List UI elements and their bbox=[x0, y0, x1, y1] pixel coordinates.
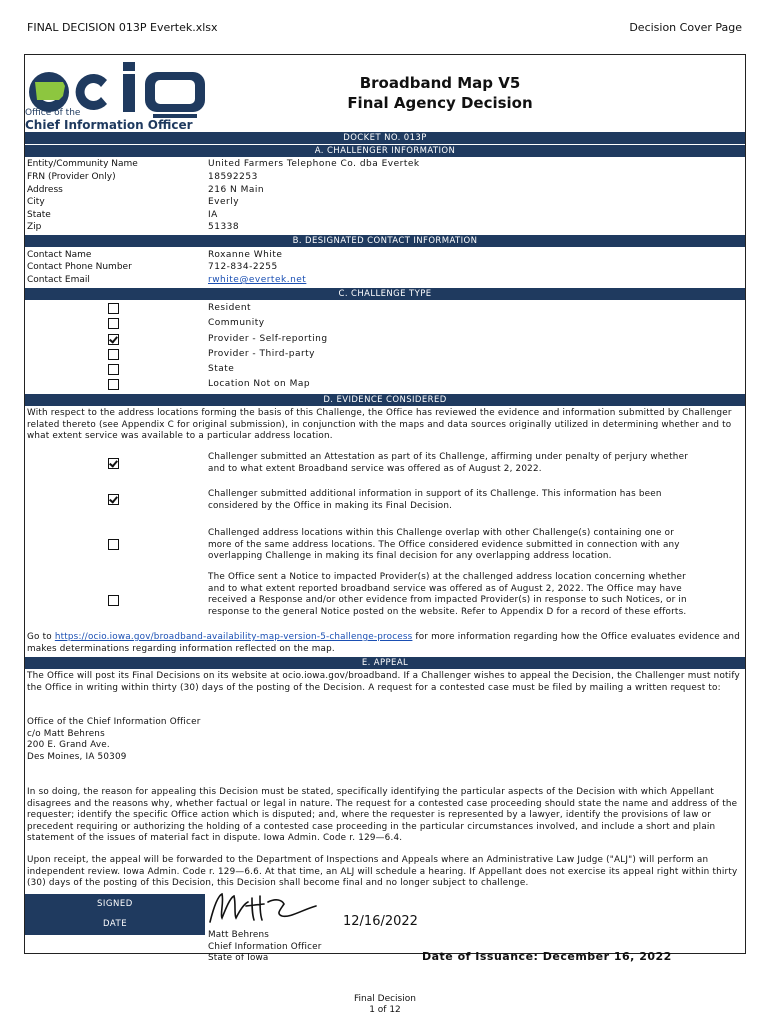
checkbox-location-not-on-map[interactable] bbox=[108, 379, 119, 390]
challenge-process-link[interactable]: https://ocio.iowa.gov/broadband-availability-map-version-5-challenge-process bbox=[54, 632, 413, 642]
checkbox-provider-self[interactable] bbox=[108, 334, 119, 345]
label-contact-phone: Contact Phone Number bbox=[27, 262, 132, 272]
file-name-header: FINAL DECISION 013P Evertek.xlsx bbox=[27, 21, 218, 34]
signer-info bbox=[208, 930, 408, 965]
section-e-header: E. APPEAL bbox=[25, 657, 745, 669]
docket-band: DOCKET NO. 013P bbox=[25, 132, 745, 144]
section-a-header: A. CHALLENGER INFORMATION bbox=[25, 145, 745, 157]
evidence-goto bbox=[27, 632, 743, 655]
footer-title: Final Decision bbox=[354, 994, 416, 1004]
logo-org-name: Chief Information Officer bbox=[25, 118, 193, 132]
value-frn: 18592253 bbox=[208, 172, 258, 182]
appeal-intro: The Office will post its Final Decisions on its website at ocio.iowa.gov/broadband. If a Challenger wishes to appeal the Decision, the Challenger must notify the Office in writing within thirty (30) days of the posting of the Decision. A request for a contested case must be filed by mailing a written request to: bbox=[27, 671, 740, 693]
value-city: Everly bbox=[208, 197, 240, 207]
challenge-type-provider-third: Provider - Third-party bbox=[208, 349, 316, 359]
checkbox-evidence-overlap[interactable] bbox=[108, 539, 119, 550]
goto-suffix: for more information regarding how the Office evaluates evidence and makes determinations regarding information reflected on the map. bbox=[27, 632, 740, 654]
checkbox-community[interactable] bbox=[108, 318, 119, 329]
address-line-4: Des Moines, IA 50309 bbox=[27, 751, 127, 762]
challenge-type-location-not-on-map: Location Not on Map bbox=[208, 379, 311, 389]
signature-image bbox=[206, 888, 326, 928]
signer-name: Matt Behrens bbox=[208, 930, 270, 940]
ocio-logo bbox=[25, 60, 210, 132]
signer-state: State of Iowa bbox=[208, 953, 269, 964]
signer-role: Chief Information Officer bbox=[208, 941, 322, 952]
checkbox-evidence-additional[interactable] bbox=[108, 494, 119, 505]
challenge-type-resident: Resident bbox=[208, 303, 252, 313]
appeal-review: Upon receipt, the appeal will be forwarded to the Department of Inspections and Appeals where an Administrative Law Judge ("ALJ") will perform an independent review. Iowa Admin. Code r. 129—6.6. At that time, an ALJ will schedule a hearing. If Appellant does not exercise its appeal right within thirty (30) days of the posting of this Decision, this Decision shall become final and no longer subject to challenge. bbox=[27, 855, 738, 889]
checkbox-resident[interactable] bbox=[108, 303, 119, 314]
evidence-additional: Challenger submitted additional information in support of its Challenge. This information has been considered by the Office in making its Final Decision. bbox=[208, 489, 662, 511]
section-c-header: C. CHALLENGE TYPE bbox=[25, 288, 745, 300]
label-frn: FRN (Provider Only) bbox=[27, 172, 116, 182]
address-line-3: 200 E. Grand Ave. bbox=[27, 740, 110, 751]
label-address: Address bbox=[27, 185, 63, 195]
date-label: DATE bbox=[25, 914, 205, 935]
signature-date: 12/16/2022 bbox=[343, 914, 418, 929]
label-zip: Zip bbox=[27, 222, 42, 232]
issuance-date: Date of Issuance: December 16, 2022 bbox=[422, 950, 672, 963]
address-line-2: c/o Matt Behrens bbox=[27, 728, 105, 739]
checkbox-evidence-attestation[interactable] bbox=[108, 458, 119, 469]
checkbox-evidence-notice[interactable] bbox=[108, 595, 119, 606]
doc-title-line1: Broadband Map V5 bbox=[359, 74, 521, 92]
challenge-type-state: State bbox=[208, 364, 235, 374]
evidence-overlap: Challenged address locations within this Challenge overlap with other Challenge(s) containing one or more of the same address locations. The Office considered evidence submitted in connection with any overlapping Challenge in making its final decision for any overlapping address location. bbox=[208, 528, 680, 562]
checkbox-state[interactable] bbox=[108, 364, 119, 375]
label-contact-name: Contact Name bbox=[27, 250, 92, 260]
section-b-header: B. DESIGNATED CONTACT INFORMATION bbox=[25, 235, 745, 247]
value-contact-phone: 712-834-2255 bbox=[208, 262, 278, 272]
challenge-type-community: Community bbox=[208, 318, 265, 328]
checkbox-provider-third[interactable] bbox=[108, 349, 119, 360]
logo-office-of-the: Office of the bbox=[25, 108, 81, 118]
value-zip: 51338 bbox=[208, 222, 240, 232]
goto-prefix: Go to bbox=[27, 632, 55, 642]
page-number: 1 of 12 bbox=[369, 1005, 401, 1015]
page-type-header: Decision Cover Page bbox=[629, 21, 742, 34]
address-line-1: Office of the Chief Information Officer bbox=[27, 717, 201, 727]
label-state: State bbox=[27, 210, 51, 220]
appeal-address bbox=[27, 717, 427, 763]
value-entity: United Farmers Telephone Co. dba Evertek bbox=[208, 159, 420, 169]
appeal-requirements: In so doing, the reason for appealing this Decision must be stated, specifically identifying the particular aspects of the Decision with which Appellant disagrees and the reasons why, whether factual or legal in nature. The request for a contested case proceeding should state the name and address of the requester; identify the specific Office action which is disputed; and, where the requester is represented by a lawyer, identify the provisions of law or precedent requiring or authorizing the holding of a contested case proceeding in the particular circumstances involved, and include a short and plain statement of the issues of material fact in dispute. Iowa Admin. Code r. 129—6.4. bbox=[27, 787, 738, 844]
signed-label: SIGNED bbox=[25, 894, 205, 915]
doc-title-line2: Final Agency Decision bbox=[347, 94, 533, 112]
challenge-type-provider-self: Provider - Self-reporting bbox=[208, 334, 328, 344]
section-d-header: D. EVIDENCE CONSIDERED bbox=[25, 394, 745, 406]
evidence-notice: The Office sent a Notice to impacted Provider(s) at the challenged address location concerning whether and to what extent reported broadband service was offered as of August 2, 2022. The Office may have received a Response and/or other evidence from impacted Provider(s) in response to such Notices, or in response to the general Notice posted on the website. Refer to Appendix D for a record of these efforts. bbox=[208, 572, 687, 617]
label-contact-email: Contact Email bbox=[27, 275, 90, 285]
evidence-attestation: Challenger submitted an Attestation as part of its Challenge, affirming under penalty of perjury whether and to what extent Broadband service was offered as of August 2, 2022. bbox=[208, 452, 689, 474]
label-city: City bbox=[27, 197, 45, 207]
value-contact-name: Roxanne White bbox=[208, 250, 283, 260]
value-address: 216 N Main bbox=[208, 185, 265, 195]
evidence-intro: With respect to the address locations forming the basis of this Challenge, the Office has reviewed the evidence and information submitted by Challenger related thereto (see Appendix C for original submission), in conjunction with the maps and data sources originally utilized in determining whether and to what extent service was available to a particular address location. bbox=[27, 408, 732, 442]
value-state: IA bbox=[208, 210, 218, 220]
label-entity: Entity/Community Name bbox=[27, 159, 138, 169]
contact-email-link[interactable]: rwhite@evertek.net bbox=[208, 275, 307, 285]
